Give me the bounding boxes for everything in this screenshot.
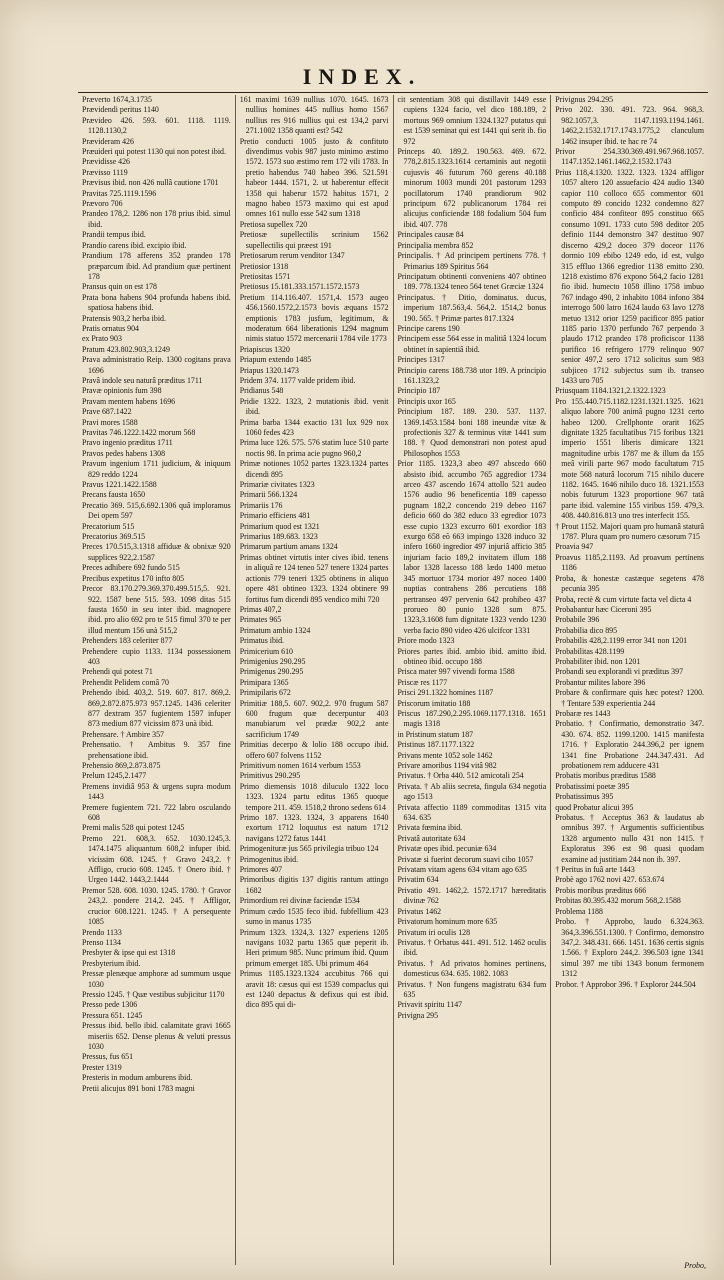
index-entry: Priore modo 1323 [397,636,455,646]
index-entry: Precibus expetitus 170 infto 805 [82,573,185,583]
index-entry: Probabile 396 [555,615,600,625]
index-entry: Pretio conducti 1005 justo & confituto divendimus vobis 987 justo minimo æstimo 1572. 1573 suo æstimo rem 172 vili 1783. In pretio habendus 740 habeo 396. 521.591 habeor 1444. 1571, 2. ut haberentur effecit 1358 qui haberur 1572 habitus 1571, 2 magno habeo 1573 maximo qui est apud omnes 161 nullo esse 542 sum 1318 [239,136,389,219]
index-entry: Privatus. † Orba 440. 512 amicotali 254 [397,771,524,781]
index-entry: Primæ notiones 1052 partes 1323.1324 partes dicendi 895 [239,459,389,479]
index-entry: Precor 83.170.279.369.370.499.515,5. 921. 922. 1587 bene 515. 593. 1098 ditas 515 fausta 1650 in seu inter ibid. magnopere ibid. pro alio 692 pro te 515 fimul 370 te per illud mentum 156 unà 515,2 [82,584,231,635]
index-entry: Probandi seu explorandi vi præditus 397 [555,667,684,677]
index-entry: Prehensio 869,2.873.875 [82,761,161,770]
index-entry: Privans mente 1052 sole 1462 [397,750,493,760]
index-entry: quod Probatur alicui 395 [555,802,634,812]
index-entry: Prata bona habens 904 profunda habens ibid. spatiosa habens ibid. [82,292,231,313]
index-entry: Prima barba 1344 exactio 131 lux 929 nox 1060 fedes 423 [239,417,389,437]
index-entry: Probaræ res 1443 [555,708,611,718]
index-entry: Probabilitas 428.1199 [555,646,625,656]
index-entry: Prehendere cupio 1133. 1134 possessionem 403 [82,646,231,666]
index-entry: Primum cædo 1535 feco ibid. fubfellium 423 sumo in manus 1735 [239,906,389,927]
index-entry: Prehenders 183 celeriter 877 [82,636,173,646]
index-entry: Prandio carens ibid. excipio ibid. [82,240,187,250]
index-entry: Pressus, fus 651 [82,1052,134,1062]
index-entry: Proba, rectè & cum virtute facta vel dicta 4 [555,594,692,604]
index-entry: Priscus 187.290,2.295.1069.1177.1318. 1651 magis 1318 [397,708,547,729]
index-entry: Priscorum imitatio 188 [397,698,471,708]
index-entry: Pravus 1221.1422.1588 [82,480,157,490]
index-entry: Privigna 295 [397,1010,439,1020]
index-entry: Prendo 1133 [82,927,122,937]
index-entry: Probatus. † Acceptus 363 & laudatus ab omnibus 397. † Argumentis sufficientibus 1328 argumento nullo 431 non 1415. † Exploratus 396 est 98 quasi quodam examine ad justitiam 244 non ib. 397. [555,813,704,864]
index-entry: Prævisus ibid. non 426 nullâ cautione 1701 [82,178,219,188]
page-header: INDEX. [302,64,422,89]
index-entry: Privatâ autoritate 634 [397,833,466,843]
index-entry: Priapus 1320.1473 [239,365,299,375]
index-entry: Privignus 294.295 [555,95,614,104]
index-entry: Pretiosa supellex 720 [239,219,308,229]
index-column-2 [236,95,394,1265]
index-entry: Principales causæ 84 [397,230,464,240]
index-entry: Prandeo 178,2. 1286 non 178 prius ibid. simul ibid. [82,209,231,229]
index-entry: Privatus. † Orbatus 441. 491. 512. 1462 oculis ibid. [397,937,547,958]
index-entry: Privatam vitam agens 634 vitam ago 635 [397,865,527,875]
index-entry: Pratis ornatus 904 [82,323,139,333]
header-rule [78,92,708,93]
index-entry: Prisca mater 997 vivendi forma 1588 [397,667,515,677]
index-entry: Premens invidiâ 953 & urgens supra modum 1443 [82,781,231,802]
index-entry: Prævisso 1119 [82,167,128,177]
index-entry: Prehendi qui potest 71 [82,667,153,677]
index-entry: Primates 965 [239,615,282,625]
index-entry: Prandium 178 afferens 352 prandeo 178 præparcum ibid. Ad prandium quæ pertinent 178 [82,251,231,281]
index-entry: Privatus. † Ad privatos homines pertinens, domesticus 634. 635. 1082. 1083 [397,958,547,979]
index-entry: Pravitas 746.1222.1422 morum 568 [82,428,196,437]
index-entry: Premo 221. 608,3. 652. 1030.1245,3. 1474.1475 aliquantum 608,2 infuper ibid. vicissim 608. 1245. † Gravo 243,2. † Affligo, crucio 608. 1245. † Onero ibid. † Urgeo 1442. 1443,2.1444 [82,833,231,885]
index-entry: Primipilaris 672 [239,688,291,698]
index-entry: Proavus 1185,2.1193. Ad proavum pertinens 1186 [555,552,704,573]
index-entry: Prehendit Pelidem comâ 70 [82,677,169,687]
index-entry: Prave 687.1422 [82,407,132,417]
index-entry: Pro 155.440.715.1182.1231.1321.1325. 1621 aliquo labore 700 animâ pugno 1231 certo habeo 1200. Crellphonte orarit 1625 dignitate 1325 facultatibus 715 foribus 1321 imperio 1551 liberis dimicare 1321 magnitudine urbis 1787 me & illum da 155 meâ virili parte 967 modo facultatum 715 mote 568 naturâ locorum 715 nihilo ducere 1182. 1645. 1646 nihilo duco 18. 1321.1553 nobis futurum 1323 proportione 967 tatâ parte ibid. valemine 155 viribus 159. 479,3. 408. 440.816.813 uno tres interfecit 155. [555,396,704,521]
index-entry: Primores 407 [239,865,283,875]
index-entry: Probè ago 1762 novi 427. 653.674 [555,875,665,885]
index-entry: Privatæ opes ibid. pecuniæ 634 [397,844,497,854]
index-entry: Probatio. † Confirmatio, demonstratio 347. 430. 674. 852. 1199.1200. 1415 manifesta 1716. † Exploratio 244.396,2 per ignem 1341 fine Probatione 244.347.431. Ad probationem rem adducere 431 [555,719,704,770]
index-entry: Prenso 1134 [82,937,121,947]
index-entry: Probabiliter ibid. non 1201 [555,656,641,666]
index-entry: Præuideri qui potest 1130 qui non potest ibid. [82,147,226,157]
index-entry: Præverto 1674,3.1735 [82,95,152,104]
index-entry: Primo 187. 1323. 1324, 3 apparens 1640 exortum 1712 loquutus est natum 1712 navigans 1272 fatus 1441 [239,813,389,843]
index-entry: Primarium quod est 1321 [239,521,320,531]
index-entry: Precans fausta 1650 [82,490,146,500]
index-entry: Preces adhibere 692 fundo 515 [82,563,180,573]
index-entry: Privor 254.330.369.491.967.968.1057. 1147.1352.1461.1462,2.1532.1743 [555,147,704,167]
index-entry: Primordium rei divinæ faciendæ 1534 [239,896,360,906]
index-entry: Precatorius 369.515 [82,532,146,542]
index-entry: Probitas 80.395.432 morum 568,2.1588 [555,896,681,906]
index-entry: 161 maximi 1639 nullius 1070. 1645. 1673 nullius homines 445 nullius homo 1567 nullius res 916 nullius qui est 134,2 parvi 271.1002 1358 quanti est? 542 [239,95,389,136]
index-entry: Prandii tempus ibid. [82,230,146,240]
index-entry: Prima luce 126. 575. 576 statim luce 510 parte noctis 98. In prima acie pugno 960,2 [239,438,389,458]
index-entry: Pressæ plenæque amphoræ ad summum usque 1030 [82,969,231,989]
index-entry: Prehensare. † Ambire 357 [82,729,164,739]
index-entry: Problema 1188 [555,906,603,916]
index-entry: Probis moribus præditus 666 [555,885,647,895]
index-entry: Premi malis 528 qui potest 1245 [82,823,185,833]
index-entry: Pressus ibid. bello ibid. calamitate gravi 1665 miseriis 652. Dense plenus & veluti pressus 1030 [82,1021,231,1051]
index-entry: Privata. † Ab aliis secreta, fingula 634 negotia ago 1513 [397,781,547,802]
index-entry: Principatus. † Ditio, dominatus. ducus, imperium 187.563,4. 564,2. 1514,2 bonus 190. 565. † Primæ partes 817.1324 [397,292,547,323]
index-entry: Pretiosarum rerum venditor 1347 [239,251,345,261]
index-entry: Probabilia dico 895 [555,625,618,635]
index-entry: Probare & confirmare quis hæc potest? 1200. † Tentare 539 experientia 244 [555,688,704,708]
index-entry: Prius 118,4.1320. 1322. 1323. 1324 affligor 1057 altero 120 assuefacio 424 audio 1340 capior 110 colloco 655 commentor 601 computo 89 concido 1232 condemno 827 conficio 484 confiteor 895 constituo 665 consumo 1091. 1733 cuto 598 deditor 205 definio 1144 demonstro 347 destituo 907 discerno 429,2 doceo 379 doceor 1176 dormio 109 ebibo 1249 edo, id est, vulgo 315 effluo 1366 egredior 1138 emitto 230. 1218 existimo 876 expono 564,2 facio 1281 fio ibid. humecto 1058 illino 1758 imbuo 767 indago 490, 2 inhabito 1084 infono 384 interrogo 500 latro 1624 laudo 63 lavo 1278 metuo 1312 orior 1259 pacificor 895 patior 1185 pario 1370 perfundo 767 perpendo 3 plaudo 1712 prandeo 178 proficiscor 1138 purifico 16 refrigero 1779 relinquo 907 senior 497,2 sero 1712 solicitus sum 983 subjiceo 1712 subjectus sum ib. transeo 1433 uro 705 [555,167,704,385]
catchword: Probo, [684,1261,706,1270]
index-entry: Pretiosior 1318 [239,261,289,271]
index-entry: Primogenitus ibid. [239,854,299,864]
index-entry: Primitiæ 188,5. 607. 902,2. 970 frugum 587 600 frugum quæ decerpuntur 403 manubiarum vel prædæ 902,2 ante sacrificium 1749 [239,698,389,739]
index-entry: Principatum obtinenti conveniens 407 obtineo 189. 778.1324 teneo 564 tenet Græciæ 1324 [397,271,547,292]
index-entry: Primarum partium amans 1324 [239,542,338,552]
index-entry: Prelum 1245,2.1477 [82,771,147,781]
index-entry: Principe carens 190 [397,323,460,333]
index-entry: Primitivus 290.295 [239,771,301,781]
index-entry: Pravæ opinionis fum 398 [82,386,162,396]
index-entry: Primariæ civitates 1323 [239,480,315,490]
index-entry: Pressura 651. 1245 [82,1010,143,1020]
index-entry: Prævidisse 426 [82,157,131,167]
index-entry: Probatissimi poetæ 395 [555,781,630,791]
index-entry: Prehendo ibid. 403,2. 519. 607. 817. 869,2. 869,2.872.875.973 957.1245. 1436 celeriter 877 dextram 357 fugientem 1597 infuper 873 medium 877 vicissim 873 unà ibid. [82,688,231,729]
index-entry: Primariis 176 [239,500,283,510]
index-entry: Primus 1185.1323.1324 accubitus 766 qui aravit 18: cæsus qui est 1539 compaclus qui est 1240 depactus & defixus qui est ibid. dico 895 qui di- [239,969,389,1010]
index-entry: Priapum extendo 1485 [239,355,312,365]
index-column-3 [394,95,552,1265]
index-entry: Pravitas 725.1119.1596 [82,188,157,198]
index-entry: Prævoro 706 [82,199,123,209]
index-entry: Privatio 491. 1462,2. 1572.1717 hæreditatis divinæ 762 [397,885,547,906]
index-entry: Pridem 374. 1177 valde pridem ibid. [239,375,356,385]
index-entry: Pravâ indole seu naturâ præditus 1711 [82,375,203,385]
index-entry: Probo. † Approbo, laudo 6.324.363. 364,3.396.551.1300. † Confirmo, demonstro 347,2. 348.431. 666. 1451. 1636 certis signis 1.566. † Exploro 244,2. 396.503 igne 1341 simul 397 me tibi 1343 bonum fermonem 1312 [555,917,704,979]
index-entry: Pravam mentem habens 1696 [82,396,176,406]
index-entry: Presso pede 1306 [82,1000,138,1010]
index-entry: Preces 170.515,3.1318 affiduæ & obnixæ 920 supplices 922,2.1587 [82,542,231,562]
index-column-1 [78,95,236,1265]
index-entry: Precatorium 515 [82,521,135,531]
index-entry: Primicerium 610 [239,646,294,656]
index-entry: Privare amoribus 1194 vitâ 982 [397,761,497,770]
index-entry: Primas obtinet virtutis inter cives ibid. tenens in aliquâ re 124 teneo 527 tenere 1324 partes actionis 779 teneri 1325 obtinens in aliquo opere 481 obtineo 1323. 1324 obtinere 99 fortitus fum dicendi 895 vendico mihi 720 [239,552,389,604]
index-entry: Principem esse 564 esse in malitiâ 1324 locum obtinet in sapientiâ ibid. [397,334,547,354]
index-entry: Prior 1185. 1323,3 abeo 497 abscedo 660 absisto ibid. accumbo 765 aggredior 1734 arceo 437 ascendo 1674 attollo 521 audeo 1576 audio 96 beneficentia 189 capesso pugnam 182,2 concendo 219 debeo 1167 deficio 660 do 382 educo 33 egredior 1073 esse cupio 1323 excurro 601 exordior 183 exurgo 658 eõ 663 impingo 1328 induco 32 infero 1660 ingredior 497 injuriâ afficio 385 injuriam facio 189,2 invitatem illum 188 labor 1328 lacesso 188 lædo 1400 metuo 345 mortuor 1734 morior 497 noceo 1400 nuptias contrahens 286 percutiens 188 pertranseo 497 pervenio 642 prohibeo 437 prorueo 80 punio 1328 sum 875. 1323,3.1608 fum dignitate 1323 vendo 1230 verba facio 890 video 426 ulcifcor 1331 [397,459,547,635]
index-entry: Privatæ si fuerint decorum suavi cibo 1057 [397,854,534,864]
index-entry: Pridie 1322. 1323, 2 mutationis ibid. venit ibid. [239,396,389,417]
index-entry: † Peritus in fuâ arte 1443 [555,865,635,875]
index-entry: Primario efficiens 481 [239,511,311,521]
index-entry: Privatus 1462 [397,906,442,916]
index-entry: Prævidendi peritus 1140 [82,105,159,115]
index-entry: Principalia membra 852 [397,240,474,250]
index-entry: Primarii 566.1324 [239,490,298,500]
index-entry: Probantur milites labore 396 [555,677,646,687]
index-entry: Princeps 40. 189,2. 190.563. 469. 672. 778,2.815.1323.1614 certaminis aut negotii cujusvis 46 futurum 760 gerens 40.188 minorum 1003 mundi 201 pastorum 1293 pocillatorum 1740 prandiorum 902 principum 672 publicanorum 1784 rei alicujus conficiendæ 188 fodalium 504 fum ibid. 407. 778 [397,147,547,229]
index-entry: Pravum ingenium 1711 judicium, & iniquum 829 reddo 1224 [82,459,231,479]
index-column-4 [551,95,708,1265]
index-entry: Pravo ingenio præditus 1711 [82,438,173,448]
index-entry: ex Prato 903 [82,334,122,344]
index-entry: Privata affectio 1189 commoditas 1315 vita 634. 635 [397,802,547,823]
index-entry: Privavit spiritu 1147 [397,1000,463,1010]
index-entry: Proavia 947 [555,542,594,552]
index-entry: cit sententiam 308 qui distillavit 1449 esse cupiens 1324 facio, vel dico 188.189, 2 mortuus 969 omnium 1324.1327 putatus qui est 1539 seminat qui est 1441 qui serit ib. fio 972 [397,95,547,146]
index-columns [78,95,708,1265]
index-entry: Pretium 114.116.407. 1571,4. 1573 augeo 456.1560.1572,2.1573 bovis æquans 1572 emptionis 1783 jusfum, legitimum, & moderatum 664 liberationis 1294 magnum nimis statuo 1572 mercenarii 1784 vile 1773 [239,292,389,344]
index-entry: Principio 187 [397,386,441,396]
index-entry: Pravos pedes habens 1308 [82,448,166,458]
index-entry: Pratensis 903,2 herba ibid. [82,313,166,323]
index-entry: Primas 407,2 [239,604,282,614]
index-entry: Pretiositas 1571 [239,271,291,281]
index-entry: Primipara 1365 [239,677,289,687]
index-entry: Priusquam 1184.1321,2.1322.1323 [555,386,666,396]
index-entry: Privatorum hominum more 635 [397,917,498,927]
index-entry: Priscæ res 1177 [397,677,448,687]
index-entry: Primoribus digitis 137 digitis rantum attingo 1682 [239,875,389,895]
index-entry: Priapiscus 1320 [239,344,290,354]
index-entry: Pretiosæ supellectilis scrinium 1562 supellectilis qui præest 191 [239,230,389,250]
index-entry: Probatissimus 395 [555,792,614,802]
index-entry: Probor. † Approbor 396. † Exploror 244.504 [555,979,696,989]
index-entry: Privatus. † Non fungens magistratu 634 fum 635 [397,979,547,999]
index-entry: Pridianus 548 [239,386,284,396]
index-entry: Prævideram 426 [82,136,134,146]
index-entry: Primitias decerpo & lolio 188 occupo ibid. offero 607 folvens 1152 [239,740,389,760]
index-entry: Primogenituræ jus 565 privilegia tribuo 124 [239,844,379,854]
index-entry: Privatim 634 [397,875,439,885]
index-entry: Presbyterium ibid. [82,958,141,968]
index-entry: Premere fugientem 721. 722 labro osculando 608 [82,802,231,823]
index-entry: Pressio 1245. † Quæ vestibus subjicitur 1170 [82,989,225,999]
index-entry: Pristinus 187.1177.1322 [397,740,475,750]
index-entry: Probabantur hæc Ciceroni 395 [555,604,652,614]
index-entry: in Pristinum statum 187 [397,729,474,739]
index-entry: Privo 202. 330. 491. 723. 964. 968,3. 982.1057,3. 1147.1193.1194.1461. 1462,2.1532.1717.1743.1775,2 clanculum 1462 insuper ibid. te hac re 74 [555,105,704,146]
index-entry: Pretii alicujus 891 boni 1783 magni [82,1083,195,1093]
index-entry: Presbyter & ipse qui est 1318 [82,948,176,958]
index-entry: Principium 187. 189. 230. 537. 1137. 1369.1453.1584 boni 188 ineundæ vitæ & profectionis 327 & terminus vitæ 1441 sum 188. † Quod demonstrari non potest apud Philosophos 1553 [397,407,547,458]
index-entry: Privatum iri oculis 128 [397,927,471,937]
index-entry: Probabilis 428,2.1199 error 341 non 1201 [555,636,688,646]
index-entry: Prisci 291.1322 homines 1187 [397,688,494,698]
index-entry: Principalis. † Ad principem pertinens 778. † Primarius 189 Spiritus 564 [397,251,547,271]
index-entry: Principio carens 188.738 utor 189. A principio 161.1323,2 [397,365,547,385]
index-entry: Primitivum nomen 1614 verbum 1553 [239,761,361,770]
index-entry: Pravi mores 1588 [82,417,138,427]
index-entry: Primo diemensis 1018 diluculo 1322 loco 1323. 1324 partu editus 1365 quoque tempore 211. 459. 1518,2 throno sedens 614 [239,781,389,812]
index-entry: Prævideo 426. 593. 601. 1118. 1119. 1128.1130,2 [82,115,231,136]
index-entry: Pretiosus 15.181.333.1571.1572.1573 [239,282,360,292]
index-entry: Probatis moribus præditus 1588 [555,771,656,781]
index-entry: Primum 1323. 1324,3. 1327 experiens 1205 navigans 1032 partu 1365 quæ peperit ib. Heri primum 985. Nunc primum ibid. Quum primum emerget 185. Ubi primum 464 [239,927,389,968]
index-entry: Pransus quin on est 178 [82,282,157,292]
index-entry: Prehensatio. † Ambitus 9. 357 fine prehensatione ibid. [82,740,231,760]
index-entry: Priores partes ibid. ambio ibid. amitto ibid. obtineo ibid. occupo 188 [397,646,547,666]
index-entry: Primatum ambio 1324 [239,625,311,635]
index-entry: Prava administratio Reip. 1300 cogitans prava 1696 [82,355,231,375]
index-entry: † Prout 1152. Majori quam pro humanâ staturâ 1787. Plura quam pro numero cæsorum 715 [555,521,704,542]
index-entry: Proba, & honestæ castæque segetens 478 pecunia 395 [555,573,704,594]
index-entry: Prester 1319 [82,1062,122,1072]
index-entry: Pratum 423.802.903,3.1249 [82,344,170,354]
index-entry: Privata fœmina ibid. [397,823,463,833]
index-entry: Principes 1317 [397,355,445,365]
index-entry: Principis uxor 165 [397,396,456,406]
index-entry: Premor 528. 608. 1030. 1245. 1780. † Gravor 243,2. pondere 214,2. 245. † Affligor, crucior 608.1221. 1245. † A persequente 1085 [82,885,231,927]
index-entry: Primigenus 290.295 [239,667,304,677]
index-entry: Primigenius 290.295 [239,656,306,666]
index-entry: Presteris in modum amburens ibid. [82,1073,193,1083]
index-entry: Primarius 189.683. 1323 [239,532,318,542]
index-entry: Precatio 369. 515,6.692.1306 quâ imploramus Dei opem 597 [82,500,231,521]
index-entry: Primatus ibid. [239,636,285,646]
